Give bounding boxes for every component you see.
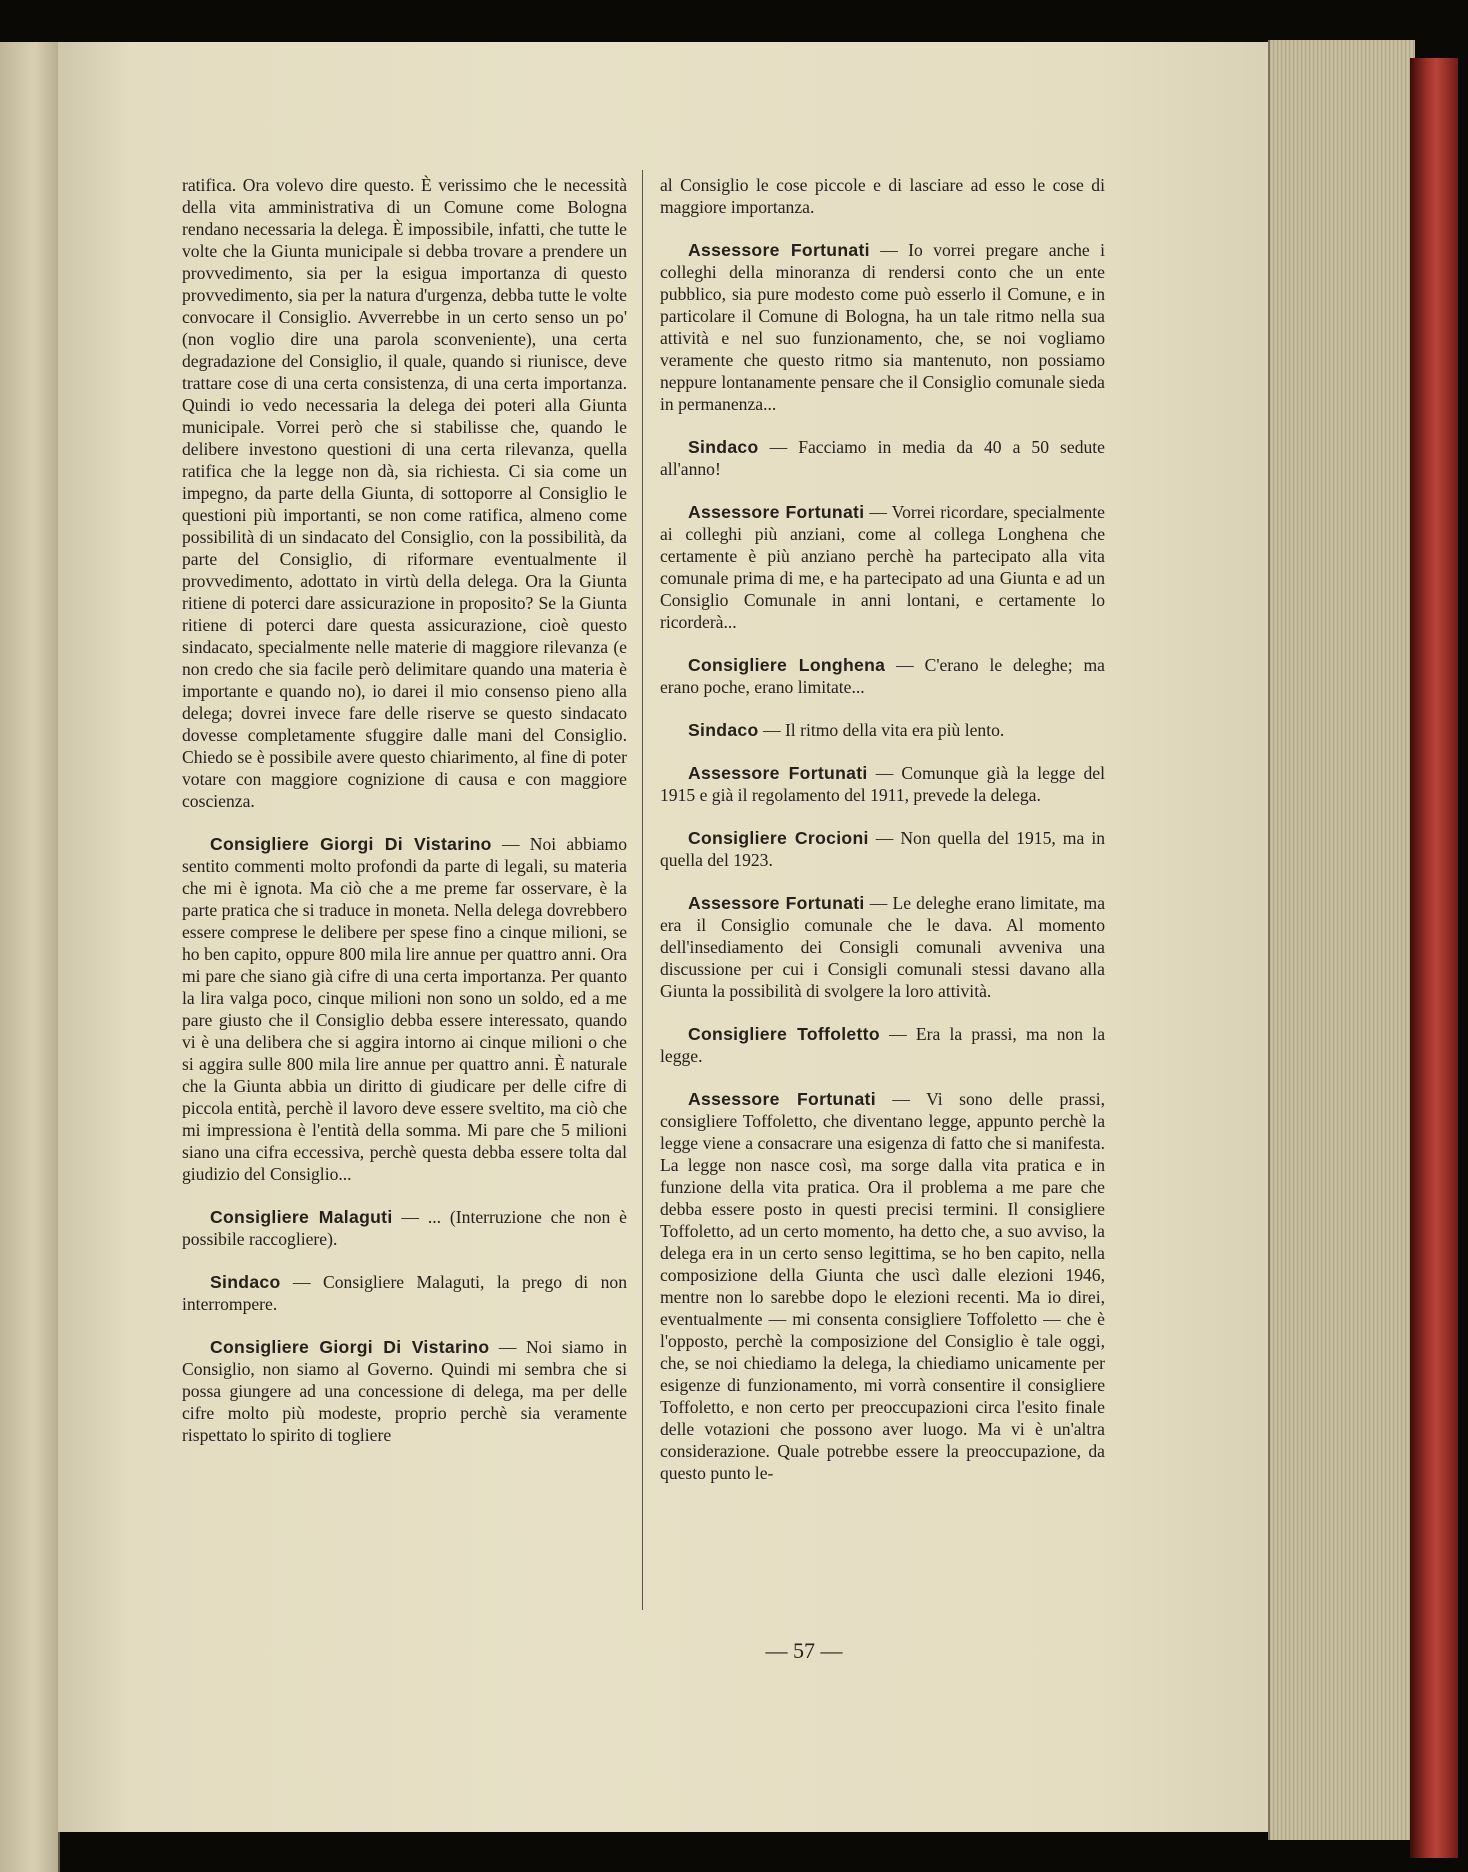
paragraph (660, 436, 1105, 480)
paragraph (182, 174, 627, 812)
speaker-name: Consigliere Giorgi Di Vistarino (210, 834, 492, 854)
paragraph-text: — Le deleghe erano limitate, ma era il Consiglio comunale che le dava. Al momento dell'insediamento dei Consigli comunali avveniva una discussione per cui i Consigli comunali stessi davano alla Giunta la possibilità di svolgere la loro attività. (660, 893, 1106, 1001)
paragraph (182, 833, 627, 1185)
paragraph (660, 501, 1105, 633)
paragraph-text: — Noi abbiamo sentito commenti molto profondi da parte di legali, su materia che mi è ignota. Ma ciò che a me preme far osservare, è la parte pratica che si traduce in moneta. Nella delega dovrebbero essere comprese le delibere per spese fino a cinque milioni, se ho ben capito, oppure 800 mila lire annue per quattro anni. Ora mi pare che siano già cifre di una certa importanza. Per quanto la lira valga poco, cinque milioni non sono un soldo, ed a me pare giusto che il Consiglio debba essere interessato, quando vi è una delibera che si aggira intorno ai cinque milioni o che si aggira sulle 800 mila lire annue per quattro anni. È naturale che la Giunta abbia un diritto di giudicare per delle cifre di piccola entità, perchè il lavoro deve essere sveltito, ma ciò che mi impressiona è l'entità della somma. Mi pare che 5 milioni siano una cifra eccessiva, perchè questa debba essere tolta dal giudizio del Consiglio... (182, 834, 627, 1184)
speaker-name: Sindaco (688, 437, 759, 457)
paragraph (660, 762, 1105, 806)
paragraph-text: al Consiglio le cose piccole e di lasciare ad esso le cose di maggiore importanza. (660, 175, 1105, 217)
page-number-text: — 57 — (765, 1638, 843, 1663)
paragraph (660, 654, 1105, 698)
speaker-name: Consigliere Crocioni (688, 828, 869, 848)
page-stack-edge (1268, 40, 1415, 1840)
previous-page-edge (0, 42, 60, 1872)
speaker-name: Sindaco (210, 1272, 281, 1292)
red-book-cover (1410, 58, 1458, 1858)
left-column (182, 174, 627, 1467)
paragraph (660, 1088, 1105, 1484)
paragraph (660, 174, 1105, 218)
column-divider (642, 170, 643, 1610)
paragraph (182, 1206, 627, 1250)
paragraph-text: — Il ritmo della vita era più lento. (762, 720, 1005, 740)
speaker-name: Consigliere Malaguti (210, 1207, 393, 1227)
paragraph (182, 1271, 627, 1315)
paragraph-text: — C'erano le deleghe; ma erano poche, erano limitate... (660, 655, 1105, 697)
paragraph-text: — Facciamo in media da 40 a 50 sedute all'anno! (660, 437, 1105, 479)
paragraph (660, 827, 1105, 871)
speaker-name: Assessore Fortunati (688, 763, 868, 783)
speaker-name: Assessore Fortunati (688, 893, 865, 913)
speaker-name: Consigliere Toffoletto (688, 1024, 880, 1044)
speaker-name: Consigliere Longhena (688, 655, 886, 675)
paragraph-text: — Vorrei ricordare, specialmente ai colleghi più anziani, come al collega Longhena che certamente è più anziano perchè ha partecipato alla vita comunale prima di me, e ha partecipato ad una Giunta e ad un Consiglio Comunale in anni lontani, e certamente lo ricorderà... (660, 502, 1105, 632)
paragraph-text: ratifica. Ora volevo dire questo. È verissimo che le necessità della vita amministrativa di un Comune come Bologna rendano necessaria la delega. È impossibile, infatti, che tutte le volte che la Giunta municipale si debba trovare a prendere un provvedimento, sia per la esigua importanza di questo provvedimento, sia per la natura d'urgenza, debba tutte le volte convocare il Consiglio. Avverrebbe in un certo senso un po' (non voglio dire una parola sconveniente), una certa degradazione del Consiglio, il quale, quando si riunisce, deve trattare cose di una certa consistenza, di una certa importanza. Quindi io vedo necessaria la delega dei poteri alla Giunta municipale. Vorrei però che si stabilisse che, quando le delibere investono questioni di una certa rilevanza, quella ratifica che la legge non dà, sia richiesta. Ci sia come un impegno, da parte della Giunta, di sottoporre al Consiglio le questioni più importanti, se non come ratifica, almeno come possibilità di un sindacato del Consiglio, con la possibilità, da parte del Consiglio, di riformare eventualmente il provvedimento, adottato in virtù della delega. Ora la Giunta ritiene di poterci dare assicurazione in proposito? Se la Giunta ritiene di poterci dare questa assicurazione, cioè questo sindacato, specialmente nelle materie di maggiore rilevanza (e non credo che sia facile però delimitare quando una materia è importante e quando no), io darei il mio consenso pieno alla delega; dovrei invece fare delle riserve se questo sindacato dovesse completamente sfuggire dalle mani del Consiglio. Chiedo se è possibile avere questo chiarimento, al fine di poter votare con maggiore cognizione di causa e con maggiore coscienza. (182, 175, 627, 811)
paragraph-text: — Consigliere Malaguti, la prego di non interrompere. (182, 1272, 627, 1314)
paragraph-text: — Comunque già la legge del 1915 e già il regolamento del 1911, prevede la delega. (660, 763, 1105, 805)
paragraph-text: — Noi siamo in Consiglio, non siamo al Governo. Quindi mi sembra che si possa giungere ad una concessione di delega, ma per delle cifre molto più modeste, proprio perchè sia veramente rispettato lo spirito di togliere (182, 1337, 628, 1445)
paragraph (660, 239, 1105, 415)
speaker-name: Sindaco (688, 720, 759, 740)
paragraph-text: — Era la prassi, ma non la legge. (660, 1024, 1105, 1066)
paragraph-text: — Non quella del 1915, ma in quella del 1923. (660, 828, 1105, 870)
paragraph (182, 1336, 627, 1446)
speaker-name: Assessore Fortunati (688, 1089, 876, 1109)
paragraph (660, 892, 1105, 1002)
page-number (0, 1638, 1468, 1664)
speaker-name: Assessore Fortunati (688, 502, 865, 522)
speaker-name: Consigliere Giorgi Di Vistarino (210, 1337, 490, 1357)
right-column (660, 174, 1105, 1505)
speaker-name: Assessore Fortunati (688, 240, 870, 260)
paragraph-text: — Vi sono delle prassi, consigliere Toffoletto, che diventano legge, appunto perchè la legge viene a consacrare una esigenza di fatto che si manifesta. La legge non nasce così, ma sorge dalla vita pratica e in funzione della vita pratica. Ora il problema a me pare che debba essere posto in questi precisi termini. Il consigliere Toffoletto, ad un certo momento, ha detto che, a suo avviso, la delega era in un certo senso legittima, se ho ben capito, nella composizione della Giunta che uscì dalle elezioni 1946, mentre non lo sarebbe dopo le elezioni recenti. Ma io direi, eventualmente — mi consenta consigliere Toffoletto — che è l'opposto, perchè la composizione del Consiglio è tale oggi, che, se noi chiediamo la delega, la chiediamo unicamente per esigenze di funzionamento, mi vorrà consentire il consigliere Toffoletto, e non certo per preoccupazioni circa l'esito finale delle votazioni che possono aver luogo. Ma vi è un'altra considerazione. Quale potrebbe essere la preoccupazione, da questo punto le- (660, 1089, 1105, 1483)
paragraph (660, 1023, 1105, 1067)
paragraph-text: — Io vorrei pregare anche i colleghi della minoranza di rendersi conto che un ente pubblico, sia pure modesto come può esserlo il Comune, e in particolare il Comune di Bologna, ha un tale ritmo nella sua attività e nel suo funzionamento, che, se noi vogliamo veramente che questo ritmo sia mantenuto, non possiamo neppure lontanamente pensare che il Consiglio comunale sieda in permanenza... (660, 240, 1105, 414)
paragraph (660, 719, 1105, 741)
paragraph-text: — ... (Interruzione che non è possibile raccogliere). (182, 1207, 627, 1249)
